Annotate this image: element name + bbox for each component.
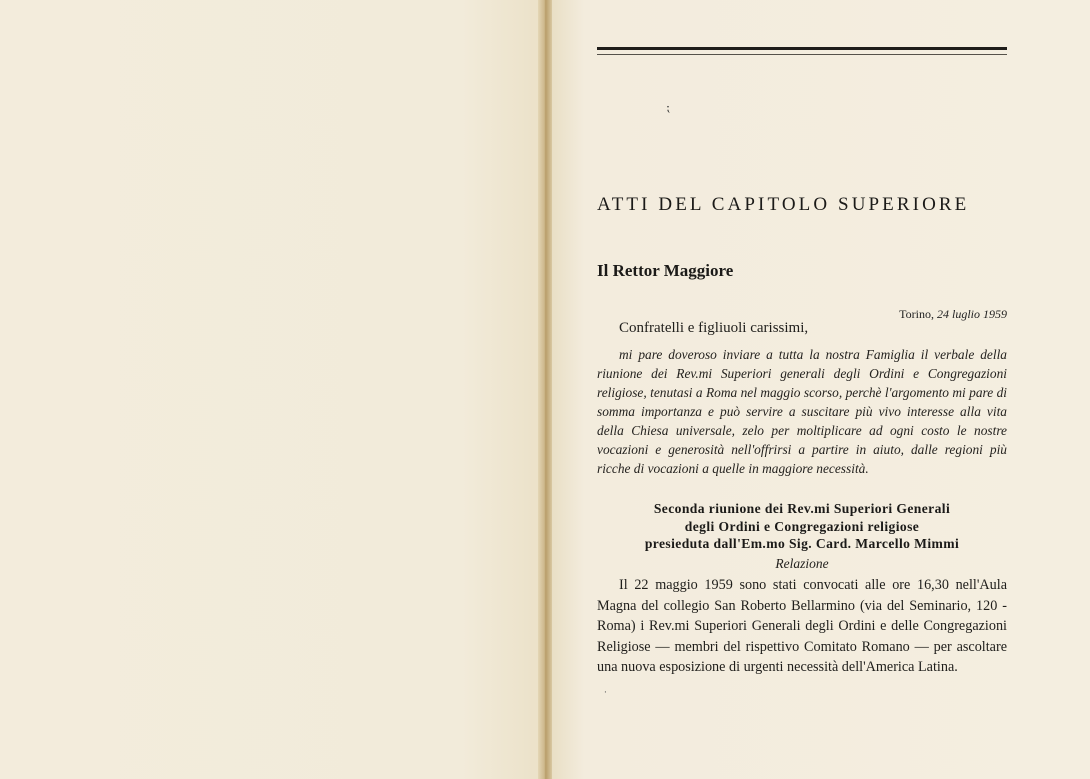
left-page-blank <box>0 0 543 779</box>
book-gutter <box>538 0 552 779</box>
meeting-heading-line-1: Seconda riunione dei Rev.mi Superiori Generali <box>653 501 951 516</box>
header-rule-thin <box>597 54 1007 55</box>
header-rule-thick <box>597 47 1007 50</box>
ink-speck-small: · <box>604 688 607 698</box>
salutation: Confratelli e figliuoli carissimi, <box>619 320 809 336</box>
section-title: ATTI DEL CAPITOLO SUPERIORE <box>597 194 970 215</box>
dateline-date: 24 luglio 1959 <box>936 307 1007 321</box>
subheading-relazione: Relazione <box>775 556 829 571</box>
intro-paragraph: mi pare doveroso inviare a tutta la nostra Famiglia il verbale della riunione dei Rev.mi Superiori generali degli Ordini e Congregazioni religiose, tenutasi a Roma nel maggio scorso, perchè l'argomento mi pare di somma importanza e può servire a suscitare più vivo interesse alla vita della Chiesa universale, zelo per moltiplicare ad ogni costo le nostre vocazioni e generosità nell'offrirsi a partire in aiuto, dalle regioni più ricche di vocazioni a quelle in maggiore necessità. <box>597 347 1007 476</box>
meeting-heading <box>597 500 1007 553</box>
dateline-place: Torino, <box>899 307 934 321</box>
author-heading: Il Rettor Maggiore <box>597 261 734 280</box>
ink-speck: ⁏ <box>666 100 671 114</box>
body-paragraph: Il 22 maggio 1959 sono stati convocati alle ore 16,30 nell'Aula Magna del collegio San Roberto Bellarmino (via del Seminario, 120 - Roma) i Rev.mi Superiori Generali degli Ordini e delle Congregazioni Religiose — membri del rispettivo Comitato Romano — per ascoltare una nuova esposizione di urgenti necessità dell'America Latina. <box>597 577 1007 675</box>
meeting-heading-line-3: presieduta dall'Em.mo Sig. Card. Marcello Mimmi <box>644 536 960 551</box>
meeting-heading-line-2: degli Ordini e Congregazioni religiose <box>684 518 920 534</box>
